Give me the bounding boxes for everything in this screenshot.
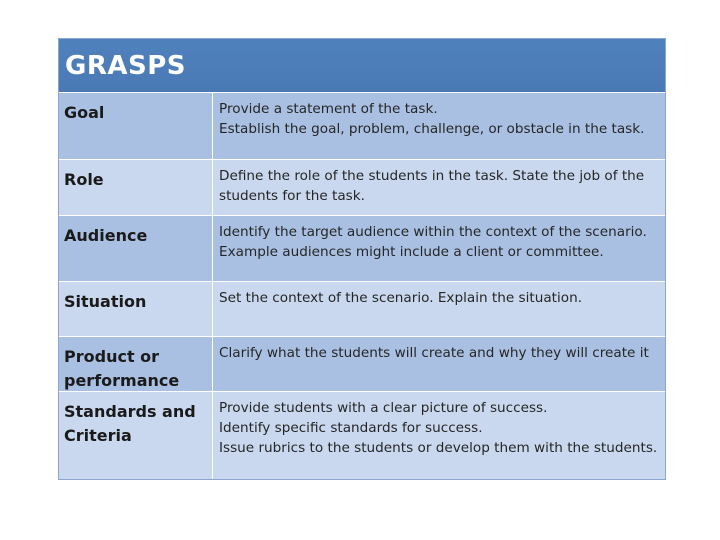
description-line: Set the context of the scenario. Explain the situation. (219, 290, 583, 306)
table-row-role (59, 160, 665, 216)
table-row-situation (59, 282, 665, 337)
description-line: Identify specific standards for success. (219, 420, 483, 436)
description-line: Establish the goal, problem, challenge, or obstacle in the task. (219, 121, 645, 137)
grasps-table (58, 38, 666, 480)
description-line: Issue rubrics to the students or develop them with the students. (219, 440, 658, 456)
row-description (213, 160, 665, 215)
row-description (213, 216, 665, 281)
table-row-audience (59, 216, 665, 282)
description-line: Define the role of the students in the task. State the job of the (219, 168, 645, 184)
table-title: GRASPS (59, 39, 665, 93)
row-label: Goal (59, 93, 213, 159)
table-row-goal (59, 93, 665, 160)
description-line: Identify the target audience within the context of the scenario. (219, 224, 647, 240)
row-description (213, 392, 665, 479)
row-label: Product or performance (59, 337, 213, 391)
row-label: Role (59, 160, 213, 215)
row-label: Audience (59, 216, 213, 281)
row-label: Situation (59, 282, 213, 336)
description-line: Provide students with a clear picture of success. (219, 400, 548, 416)
description-line: students for the task. (219, 188, 365, 204)
row-description (213, 93, 665, 159)
table-row-product (59, 337, 665, 392)
row-label: Standards and Criteria (59, 392, 213, 479)
description-line: Clarify what the students will create and why they will create it (219, 345, 649, 361)
description-line: Example audiences might include a client or committee. (219, 244, 604, 260)
table-row-standards (59, 392, 665, 479)
description-line: Provide a statement of the task. (219, 101, 438, 117)
row-description (213, 282, 665, 336)
row-description (213, 337, 665, 391)
